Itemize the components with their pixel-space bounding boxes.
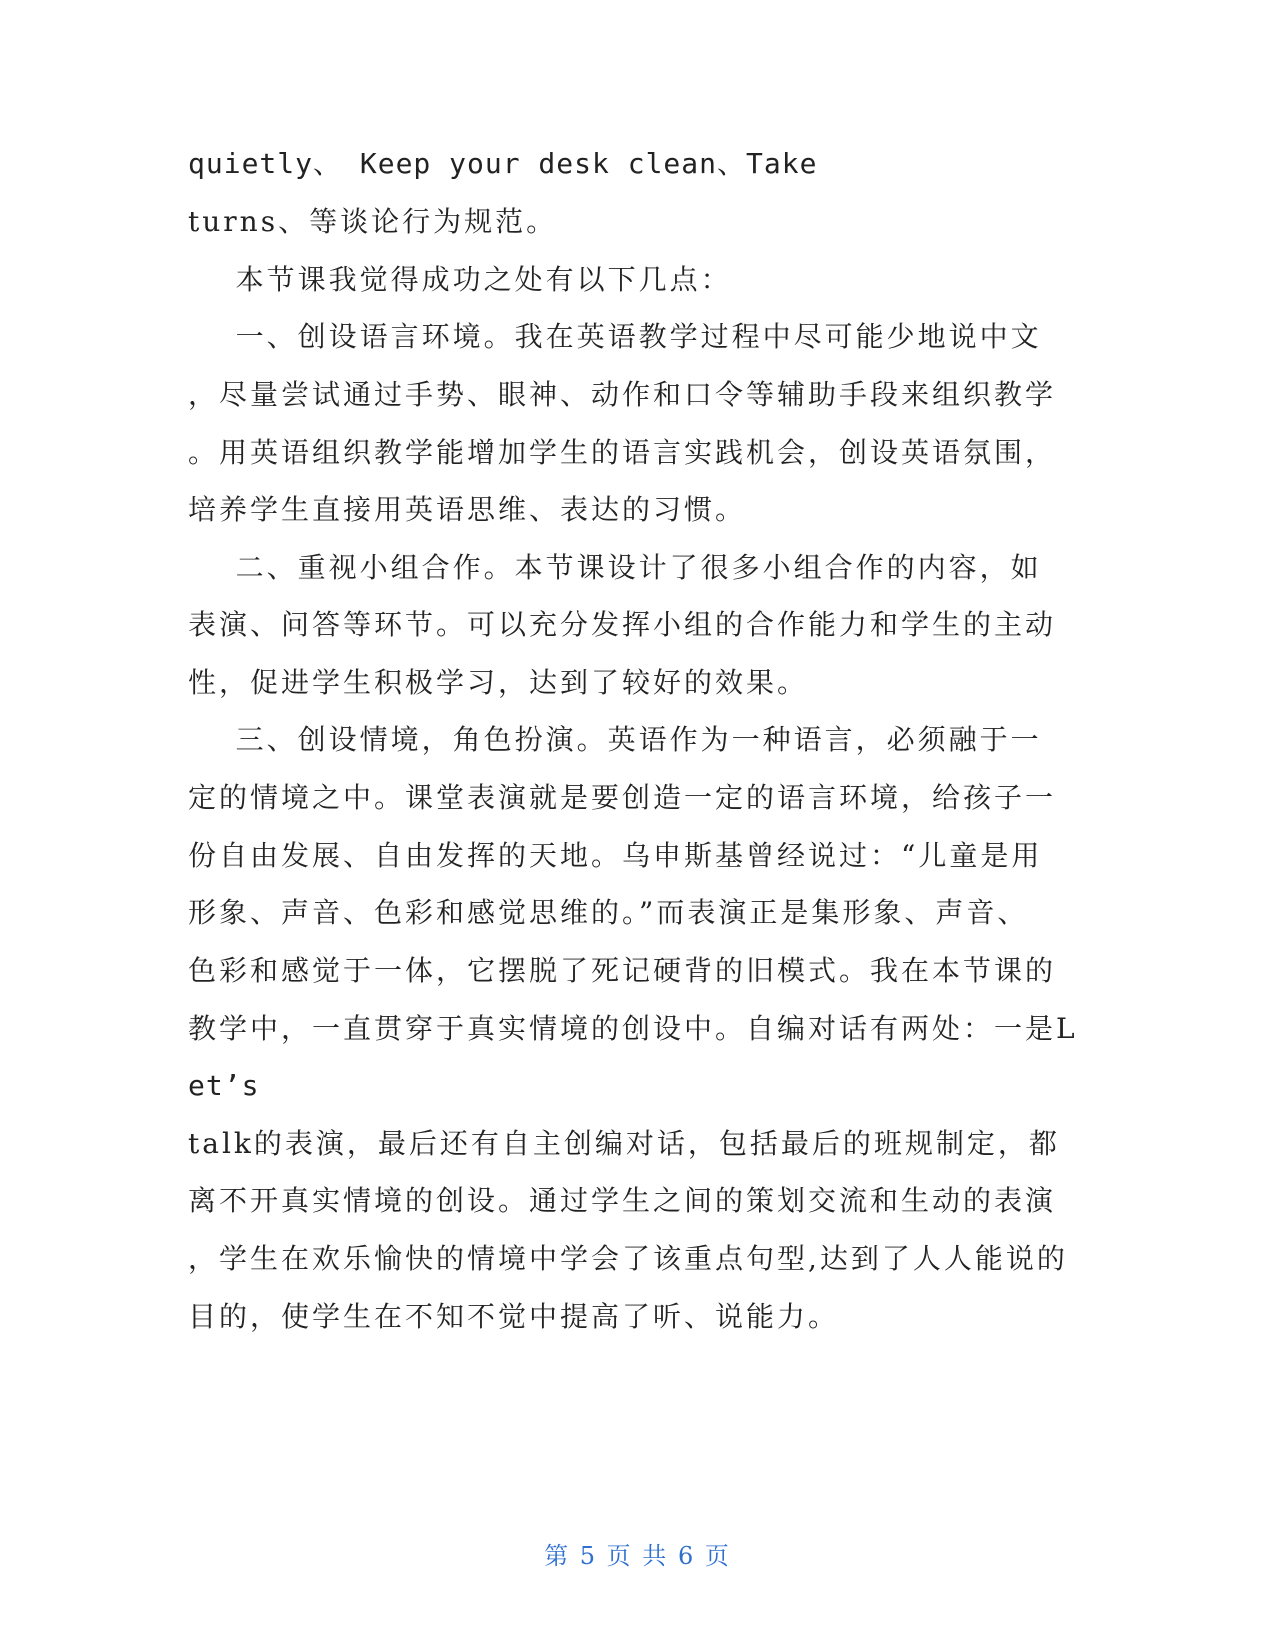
- text-line-12: 定的情境之中。课堂表演就是要创造一定的语言环境，给孩子一: [188, 781, 1057, 814]
- text-line-2: turns、等谈论行为规范。: [188, 205, 558, 238]
- text-line-14: 形象、声音、色彩和感觉思维的。”而表演正是集形象、声音、: [188, 896, 1029, 929]
- page-number-footer: 第 5 页 共 6 页: [544, 1542, 731, 1570]
- text-line-6: 。用英语组织教学能增加学生的语言实践机会，创设英语氛围，: [188, 436, 1057, 469]
- text-line-11: 三、创设情境，角色扮演。英语作为一种语言，必须融于一: [188, 723, 1042, 756]
- text-line-4: 一、创设语言环境。我在英语教学过程中尽可能少地说中文: [188, 320, 1042, 353]
- text-line-18: talk的表演，最后还有自主创编对话，包括最后的班规制定，都: [188, 1127, 1060, 1160]
- text-line-16: 教学中，一直贯穿于真实情境的创设中。自编对话有两处：一是L: [188, 1012, 1078, 1045]
- text-line-19: 离不开真实情境的创设。通过学生之间的策划交流和生动的表演: [188, 1184, 1057, 1217]
- text-line-9: 表演、问答等环节。可以充分发挥小组的合作能力和学生的主动: [188, 608, 1057, 641]
- text-line-21: 目的，使学生在不知不觉中提高了听、说能力。: [188, 1300, 840, 1333]
- text-line-5: ，尽量尝试通过手势、眼神、动作和口令等辅助手段来组织教学: [188, 378, 1057, 411]
- text-line-7: 培养学生直接用英语思维、表达的习惯。: [188, 493, 747, 526]
- text-line-10: 性，促进学生积极学习，达到了较好的效果。: [188, 666, 809, 699]
- text-line-1: quietly、 Keep your desk clean、Take: [188, 147, 818, 180]
- text-line-20: ，学生在欢乐愉快的情境中学会了该重点句型,达到了人人能说的: [188, 1242, 1068, 1275]
- text-line-13: 份自由发展、自由发挥的天地。乌申斯基曾经说过：“儿童是用: [188, 839, 1043, 872]
- text-line-15: 色彩和感觉于一体，它摆脱了死记硬背的旧模式。我在本节课的: [188, 954, 1057, 987]
- text-line-17: et’s: [188, 1069, 260, 1102]
- text-line-8: 二、重视小组合作。本节课设计了很多小组合作的内容，如: [188, 551, 1042, 584]
- text-line-3: 本节课我觉得成功之处有以下几点：: [188, 263, 732, 296]
